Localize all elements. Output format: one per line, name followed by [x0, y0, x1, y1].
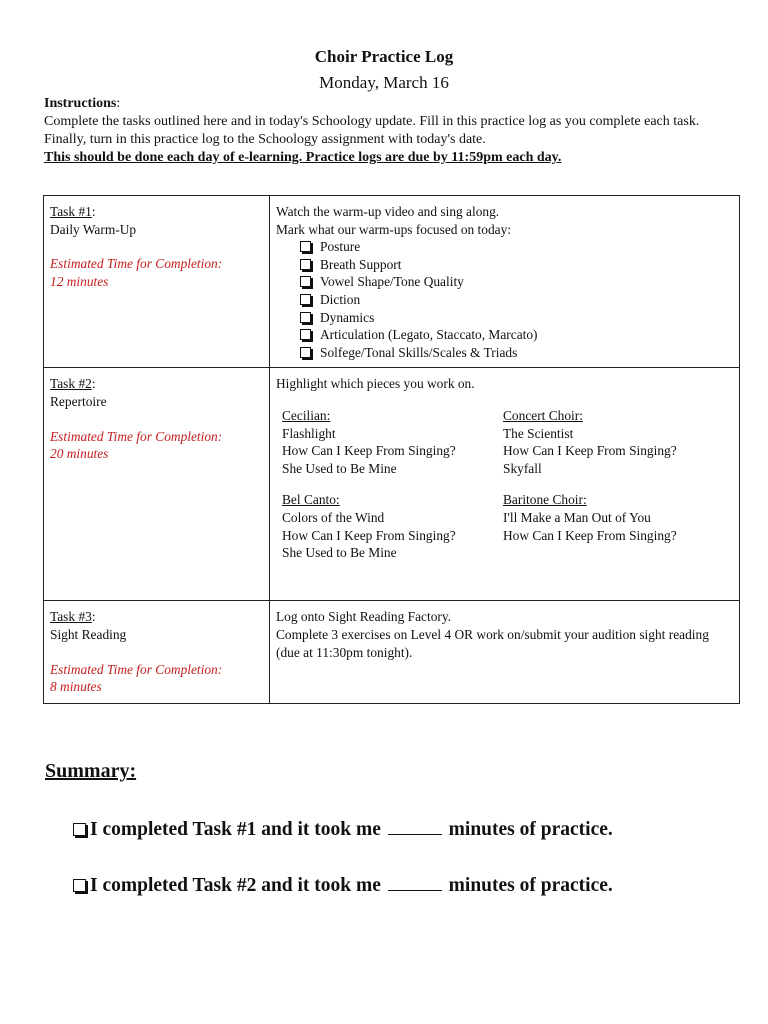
- task-2-details: [270, 368, 740, 601]
- choir-name: Baritone Choir:: [503, 492, 587, 508]
- checkbox-icon[interactable]: [300, 347, 311, 358]
- checkbox-icon[interactable]: [73, 879, 86, 892]
- checkbox-icon[interactable]: [300, 259, 311, 270]
- task-row-1: [44, 196, 740, 368]
- instructions-colon: :: [116, 96, 121, 111]
- instructions-deadline: This should be done each day of e-learning. Practice logs are due by 11:59pm each day.: [44, 150, 562, 165]
- checklist-item-label: Articulation (Legato, Staccato, Marcato): [320, 327, 538, 343]
- task-row-2: [44, 368, 740, 601]
- checklist-item[interactable]: [296, 291, 733, 309]
- task-1-line-1: Watch the warm-up video and sing along.: [276, 204, 500, 219]
- warmup-checklist: [276, 238, 733, 361]
- task-3-details: [270, 601, 740, 704]
- repertoire-piece[interactable]: She Used to Be Mine: [282, 460, 397, 476]
- task-2-estimate: 20 minutes: [50, 446, 109, 462]
- choir-group-baritone: [503, 491, 733, 561]
- task-1-details: [270, 196, 740, 368]
- minutes-blank[interactable]: [388, 889, 442, 891]
- summary-item-1: [72, 815, 750, 844]
- page-title: Choir Practice Log: [314, 47, 454, 66]
- checklist-item[interactable]: [296, 256, 733, 274]
- task-3-estimate: 8 minutes: [50, 679, 102, 695]
- checklist-item-label: Diction: [320, 291, 361, 307]
- task-row-3: [44, 601, 740, 704]
- summary-item-1-text: I completed Task #1 and it took me: [90, 819, 381, 840]
- checklist-item[interactable]: [296, 326, 733, 344]
- task-2-line-1: Highlight which pieces you work on.: [276, 376, 475, 392]
- choir-repertoire-grid: [282, 407, 733, 562]
- minutes-blank[interactable]: [388, 833, 442, 835]
- checkbox-icon[interactable]: [300, 294, 311, 305]
- task-3-number: Task #3: [50, 609, 92, 625]
- repertoire-piece[interactable]: Colors of the Wind: [282, 509, 385, 525]
- task-2-estimate-label: Estimated Time for Completion:: [50, 428, 223, 444]
- checklist-item-label: Breath Support: [320, 256, 402, 272]
- task-2-number: Task #2: [50, 376, 92, 392]
- checklist-item-label: Solfege/Tonal Skills/Scales & Triads: [320, 344, 518, 360]
- instructions-text: Complete the tasks outlined here and in today's Schoology update. Fill in this practice log as you complete each task. Finally, turn in this practice log to the Schoology assignment with today's date.: [44, 114, 700, 147]
- task-2-info: Task #2: Repertoire Estimated Time for Completion: 20 minutes: [44, 368, 270, 601]
- task-3-line-1: Log onto Sight Reading Factory.: [276, 609, 452, 625]
- checklist-item[interactable]: [296, 309, 733, 327]
- task-3-name: Sight Reading: [50, 626, 127, 642]
- checklist-item[interactable]: [296, 238, 733, 256]
- summary-heading: Summary:: [45, 760, 137, 782]
- checkbox-icon[interactable]: [300, 312, 311, 323]
- task-1-info: Task #1: Daily Warm-Up Estimated Time for Completion: 12 minutes: [44, 196, 270, 368]
- repertoire-piece[interactable]: How Can I Keep From Singing?: [282, 443, 456, 459]
- task-1-name: Daily Warm-Up: [50, 221, 137, 237]
- choir-group-concert: [503, 407, 733, 477]
- summary-item-2-text: I completed Task #2 and it took me: [90, 875, 381, 896]
- checkbox-icon[interactable]: [300, 241, 311, 252]
- checkbox-icon[interactable]: [300, 329, 311, 340]
- summary-item-2-suffix: minutes of practice.: [448, 875, 613, 896]
- summary-item-2: [72, 871, 635, 900]
- checklist-item-label: Posture: [320, 239, 361, 255]
- choir-name: Concert Choir:: [503, 407, 583, 423]
- task-3-line-2: Complete 3 exercises on Level 4 OR work on/submit your audition sight reading (due at 11:30pm tonight).: [276, 626, 709, 660]
- repertoire-piece[interactable]: How Can I Keep From Singing?: [282, 527, 456, 543]
- checklist-item-label: Vowel Shape/Tone Quality: [320, 274, 464, 290]
- choir-group-cecilian: [282, 407, 503, 477]
- repertoire-piece[interactable]: I'll Make a Man Out of You: [503, 509, 651, 525]
- practice-log-table: [43, 195, 740, 704]
- task-1-line-2: Mark what our warm-ups focused on today:: [276, 221, 512, 237]
- checkbox-icon[interactable]: [300, 276, 311, 287]
- task-1-estimate-label: Estimated Time for Completion:: [50, 256, 223, 272]
- choir-name: Cecilian:: [282, 407, 331, 423]
- task-1-estimate: 12 minutes: [50, 273, 109, 289]
- summary-item-1-suffix: minutes of practice.: [448, 819, 613, 840]
- task-1-number: Task #1: [50, 204, 92, 219]
- repertoire-piece[interactable]: She Used to Be Mine: [282, 545, 397, 561]
- instructions-label: Instructions: [44, 96, 117, 111]
- checkbox-icon[interactable]: [73, 823, 86, 836]
- task-3-info: Task #3: Sight Reading Estimated Time for Completion: 8 minutes: [44, 601, 270, 704]
- task-2-name: Repertoire: [50, 393, 107, 409]
- checklist-item[interactable]: [296, 344, 733, 362]
- repertoire-piece[interactable]: Flashlight: [282, 425, 336, 441]
- checklist-item[interactable]: [296, 273, 733, 291]
- page-date: Monday, March 16: [319, 73, 449, 92]
- repertoire-piece[interactable]: How Can I Keep From Singing?: [503, 527, 677, 543]
- task-3-estimate-label: Estimated Time for Completion:: [50, 661, 223, 677]
- repertoire-piece[interactable]: Skyfall: [503, 460, 542, 476]
- instructions-block: [44, 95, 734, 167]
- repertoire-piece[interactable]: The Scientist: [503, 425, 574, 441]
- repertoire-piece[interactable]: How Can I Keep From Singing?: [503, 443, 677, 459]
- choir-name: Bel Canto:: [282, 492, 340, 508]
- checklist-item-label: Dynamics: [320, 309, 375, 325]
- choir-group-bel-canto: [282, 491, 503, 561]
